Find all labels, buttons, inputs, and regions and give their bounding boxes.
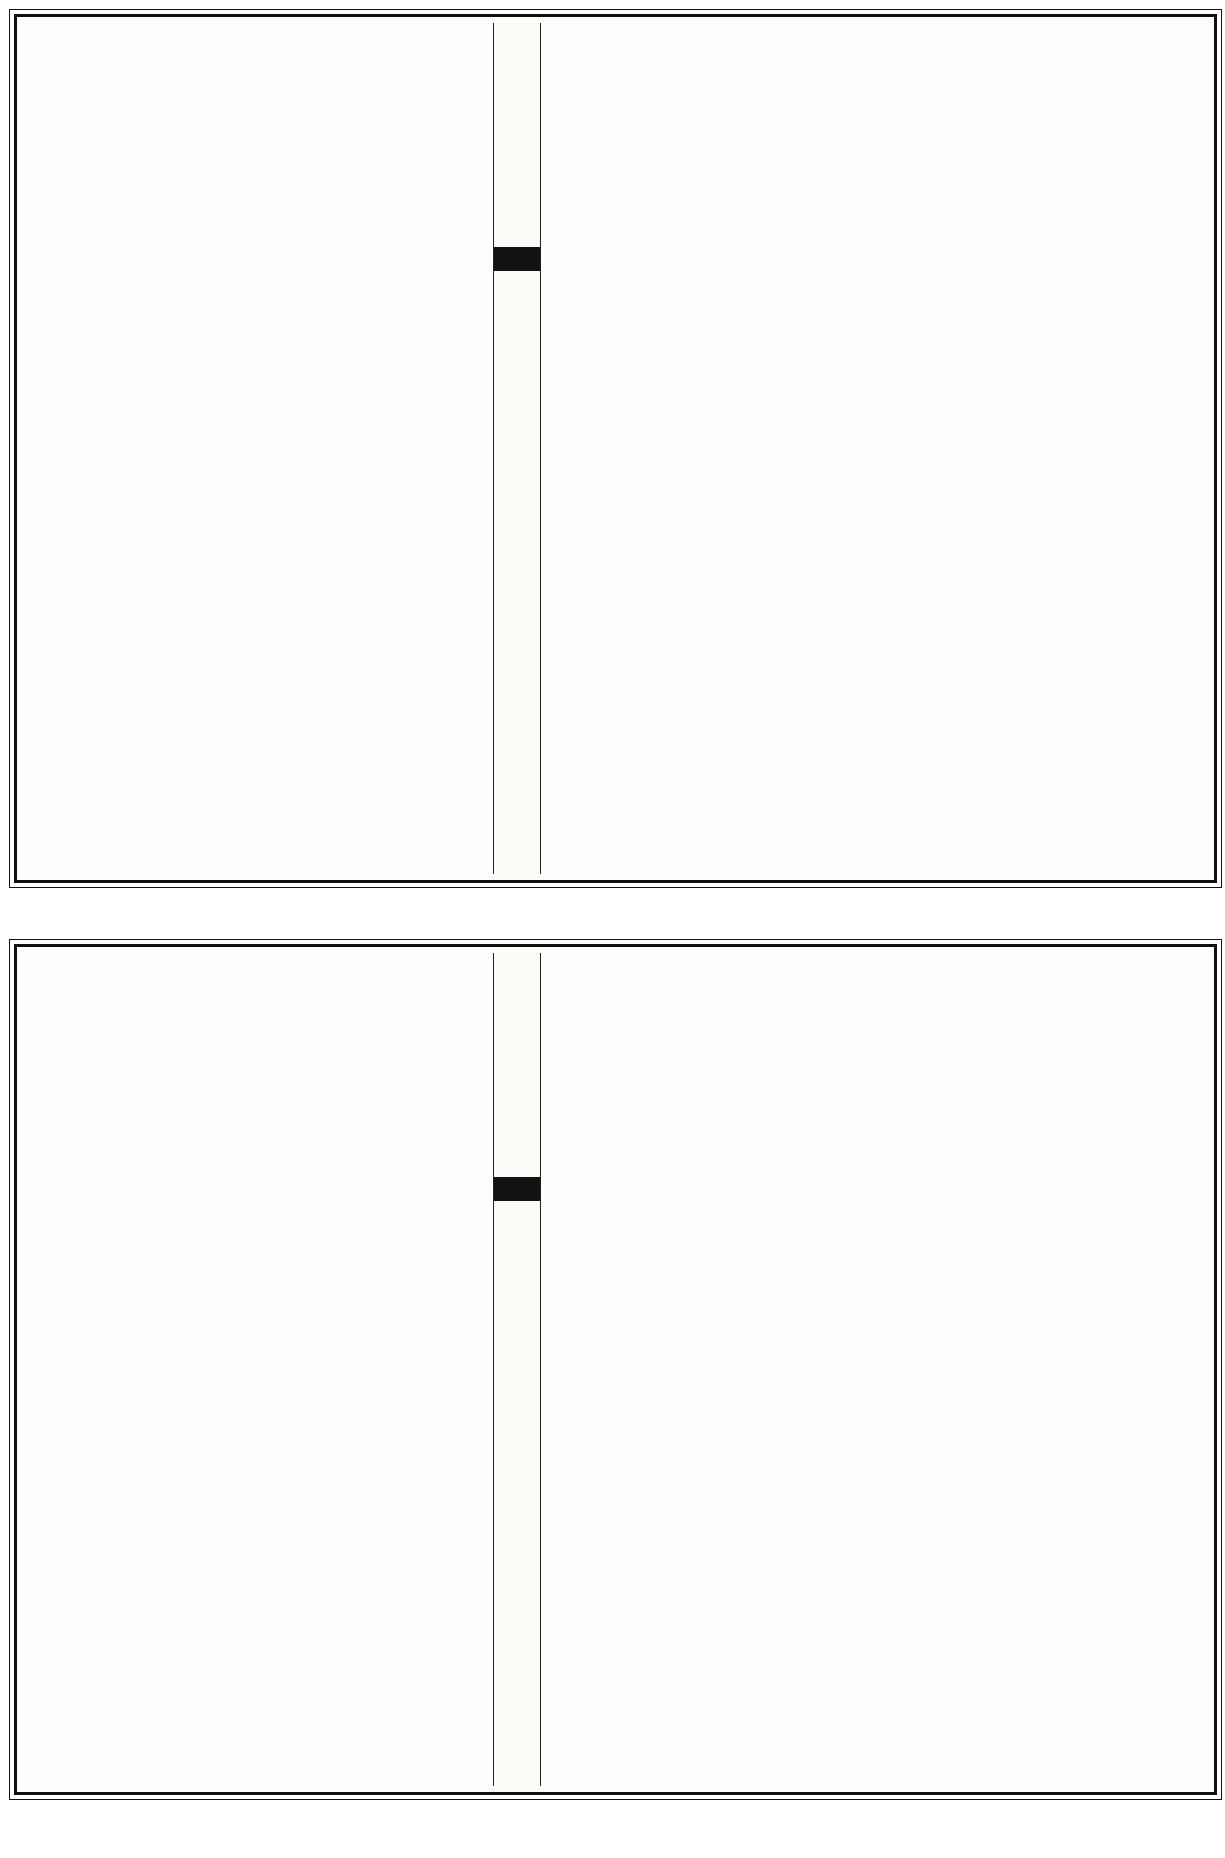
bottom-page	[14, 944, 1217, 1795]
bottom-center-column	[493, 953, 541, 1786]
fishtail-ornament	[494, 247, 540, 271]
top-page	[14, 14, 1217, 883]
top-center-column	[493, 23, 541, 874]
fishtail-ornament	[494, 1177, 540, 1201]
